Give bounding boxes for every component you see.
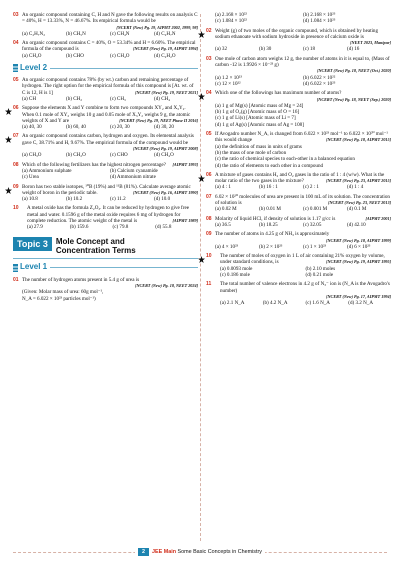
question-number: 11 [206,281,212,288]
question-text: The number of hydrogen atoms present in 5.4 g of urea is [22,276,140,283]
option-d: (d) 55.8 [155,224,172,231]
option-b: (b) CH₂ [66,95,83,102]
question-number: 05 [13,77,19,84]
question-number: 04 [206,90,212,97]
option-b: (b) 10.2 [66,196,83,203]
option-b: (b) CH₅N [66,30,86,37]
option-d: (d) C₂H₂O [154,52,176,59]
question-text: An organic compound contains 78% (by wt.) carbon and remaining percentage of hydrogen. The right option for the empirical formula of this compound is [At. wt. of C is 12, H is 1] [22,77,194,96]
question-06 [206,172,391,191]
question-number: 07 [206,193,212,200]
question-text: An organic compound contains carbon, hydrogen and oxygen. Its elemental analysis gave C, 38.71% and H, 9.67%. The empirical formula of the compound would be [22,133,194,146]
option-c: (c) CH₃ [110,95,126,102]
question-06 [13,105,198,130]
option-b: (b) the mass of one mole of carbon [215,149,287,156]
option-d: (d) 30, 20 [154,124,174,131]
star-icon [5,108,12,115]
question-source: [NCERT (New) Pg. 23, NEET 2013] [328,200,391,206]
level-title: Level 1 [20,262,48,272]
question-text: If Avogadro number N_A, is changed from 6.022 × 10²³ mol⁻¹ to 6.022 × 10²⁰ mol⁻¹ this would change [215,131,388,144]
question-text: Molarity of liquid HCl, if density of solution is 1.17 g/cc is [215,215,336,222]
topic-header [13,237,198,256]
question-number: 03 [13,12,19,18]
question-09 [13,184,198,203]
question-03 [206,56,391,87]
question-number: 09 [206,231,212,238]
option-d: (d) 16 [347,46,360,53]
level-1-header [13,263,198,273]
header-rule [50,68,198,69]
option-a: (a) CH₂O [22,52,42,59]
option-b: (b) 16 : 1 [259,184,278,191]
option-a: (a) 0.02 M [215,206,237,213]
option-d: (d) 1.084 × 10²³ [303,18,336,25]
question-source: [NCERT (New) Pg. 19, AIPMT 1995] [326,259,391,265]
footer-title: Some Basic Concepts in Chemistry [177,549,262,555]
header-rule [50,267,198,268]
option-d: (d) 10.0 [154,196,171,203]
option-a: (a) 1 g of Mg(s) [Atomic mass of Mg = 24] [215,102,304,109]
option-b: (b) 18.25 [259,221,278,228]
question-source: [NCERT (New) Pg. 18, AIPMT 1999] [326,237,391,243]
question-text: An organic compound containing C, H and N gave the following results on analysis C = 40%, H = 13.33%, N = 46.67%. Its empirical formula would be [22,12,198,25]
option-b: (b) 1 g of O₂(g) [Atomic mass of O = 16] [215,109,300,116]
question-number: 03 [206,55,212,62]
option-c: (c) 2 : 1 [303,184,319,191]
question-source: [AIPMT 1993] [172,161,198,167]
level-icon [13,264,18,272]
option-a: (a) CH [22,95,37,102]
question-02 [206,28,391,53]
given-line-1: (Given: Molar mass of urea: 60g mol⁻¹, [22,289,104,296]
option-b: (b) CHO [66,52,84,59]
question-number: 06 [206,171,212,178]
option-c: (c) 0.001 M [303,206,328,213]
question-05 [13,77,198,102]
right-column [206,12,391,309]
star-icon [198,93,205,100]
question-08 [13,162,198,181]
question-text: One mole of carbon atom weighs 12 g, the number of atoms in it is equal to, (Mass of carbon -12 is 1.9926 × 10⁻²³ g) [215,55,390,69]
question-text: Which one of the followings has maximum number of atoms? [215,90,342,97]
question-number: 01 [13,276,19,283]
left-column [13,12,198,305]
option-b: (b) 4.2 N_A [262,300,288,307]
question-number: 02 [206,27,212,34]
option-d: (d) 3.2 N_A [348,300,374,307]
option-c: (c) 20, 30 [110,124,130,131]
option-b: (b) 2.168 × 10²³ [303,12,336,18]
option-d: (d) 1 : 4 [347,184,364,191]
option-d: (d) 6.022 × 10²³ [303,80,336,87]
question-03 [13,12,198,37]
question-10 [206,253,391,278]
question-text: The total number of valence electrons in 4.2 g of N₃⁻ ion is (N_A is the Avogadro's number) [220,281,390,294]
question-source: [NCERT (New) Pg. 19, AIPMT 2002, 1999, 98] [116,24,198,30]
question-text: Suppose the elements X and Y combine to form two compounds XY₂ and X₃Y₂. When 0.1 mole of XY₂ weighs 10 g and 0.05 mole of X₃Y₂ weighs 9 g, the atomic weights of X and Y are [22,105,191,124]
option-a: (a) Ammonium sulphate [22,167,72,174]
option-c: (c) 0.186 mole [220,271,250,278]
option-a: (a) 2.1 N_A [220,300,245,307]
option-d: (d) 42.10 [347,221,366,228]
option-b: (b) CH₂O [66,152,86,159]
question-source: [NCERT (New) Pg. 18, NEET (Sep.) 2020] [316,96,391,102]
star-icon [198,256,205,263]
question-number: 09 [13,183,19,190]
question-source: [NCERT (New) Pg. 19, NEET Phase II 2016] [119,117,198,123]
option-c: (c) the ratio of chemical species to each-other in a balanced equation [215,156,355,163]
question-number: 08 [206,215,212,222]
question-number: 07 [13,133,19,140]
given-line-2: N_A = 6.022 × 10²³ particles mol⁻¹) [22,295,96,302]
option-d: (d) 1 g of Ag(s) [Atomic mass of Ag = 108] [215,121,304,128]
option-b: (b) 30 [259,46,272,53]
star-icon [198,175,205,182]
question-07 [13,133,198,158]
option-c: (c) CHO [110,152,128,159]
option-d: (d) 0.1 M [347,206,367,213]
question-source: [NCERT (New) Pg. 16, AIPMT 1990] [133,189,198,195]
question-08 [206,216,391,229]
question-text: Boron has two stable isotopes, ¹⁰B (19%) and ¹¹B (81%). Calculate average atomic weight of boron in the periodic table. [22,183,191,196]
option-a: (a) CH₃O [22,152,42,159]
question-source: [NCERT (New) Pg. 18, AIPMT 2015] [326,137,391,143]
option-c: (c) CH₄O [110,52,130,59]
option-c: (c) CH₄N [110,30,130,37]
star-icon [5,136,12,143]
question-source: [NCERT (New) Pg. 18, NEET 2024] [135,282,198,288]
option-a: (a) 4 × 10²³ [215,243,239,250]
level-2-header [13,63,198,73]
option-c: (c) 12 × 10²² [215,80,241,87]
question-text: An organic compound contains C = 40%, O = 53.34% and H = 6.60%. The empirical formula of the compound is [22,40,196,53]
option-b: (b) 2.10 moles [305,265,336,272]
question-number: 08 [13,161,19,168]
option-b: (b) 0.01 M [259,206,281,213]
option-d: (d) 0.21 mole [305,271,334,278]
option-a: (a) 4 : 1 [215,184,231,191]
question-10 [13,205,198,230]
option-c: (c) 1 g of Li(s) [Atomic mass of Li = 7] [215,115,296,122]
option-c: (c) 1.6 N_A [305,300,330,307]
level-icon [13,64,18,72]
option-a: (a) the definition of mass in units of grams [215,143,302,150]
page-number: 2 [138,548,149,556]
option-a: (a) 36.5 [215,221,231,228]
question-source: [NCERT (New) Pg. 19, AIPMT 1994] [133,46,198,52]
option-c: (c) 1.084 × 10²² [215,18,247,25]
question-05 [206,131,391,169]
question-text: A metal oxide has the formula Z₂O₃. It can be reduced by hydrogen to give free metal and water. 0.1596 g of the metal oxide requires 6 mg of hydrogen for complete reduction. The atomic weight of the metal is [27,205,189,225]
option-d: (d) CH₄O [154,152,174,159]
question-number: 05 [206,131,212,138]
question-number: 06 [13,105,19,112]
footer-brand: JEE Main [152,549,176,555]
question-text: The number of atoms in 4.25 g of NH₃ is approximately [215,231,330,238]
question-01 [13,277,198,302]
star-icon [198,31,205,38]
question-source: [NEET 2023, Manipur] [350,40,391,46]
question-text: 6.02 × 10²⁰ molecules of urea are present in 100 mL of its solution. The concentration of solution is [215,193,390,207]
question-source: [NCERT (New) Pg. 18, NEET (Oct.) 2020] [317,68,391,74]
question-04 [206,90,391,128]
topic-rule [13,258,198,259]
option-b: (b) 60, 40 [66,124,86,131]
question-09 [206,231,391,250]
option-c: (c) 11.2 [110,196,126,203]
page-footer [0,548,400,558]
option-c: (c) 32.05 [303,221,322,228]
question-source: [NCERT (New) Pg. 19, AIPMT 2008] [133,146,198,152]
question-source: [NCERT (New) Pg. 17, AIPMT 1994] [326,293,391,299]
option-a: (a) 40, 30 [22,124,42,131]
topic-tag: Topic 3 [13,237,52,251]
question-source: [AIPMT 1989] [172,218,198,224]
question-number: 10 [206,253,212,260]
question-number: 10 [13,205,19,212]
option-d: (d) the ratio of elements to each other in a compound [215,162,324,169]
option-a: (a) 1.2 × 10²³ [215,74,242,81]
question-text: Which of the following fertilizers has the highest nitrogen percentage? [22,161,166,168]
question-number: 04 [13,40,19,47]
question-source: [NCERT (New) Pg. 19, NEET 2021] [135,89,198,95]
question-text: Weight (g) of two moles of the organic compound, which is obtained by heating sodium ethanoate with sodium hydroxide in presence of calcium oxide is [215,27,379,40]
option-d: (d) C₂H₇N [154,30,176,37]
topic-title: Mole Concept and Concentration Terms [55,236,136,256]
option-a: (a) 0.0093 mole [220,265,253,272]
question-source: [AIPMT 2001] [365,215,391,221]
option-b: (b) 159.6 [69,224,89,231]
option-a: (a) 27.9 [27,224,43,231]
footer-label [135,549,265,555]
question-text: The number of moles of oxygen in 1 L of air containing 21% oxygen by volume, under standard conditions, is [220,253,385,266]
question-07 [206,194,391,213]
option-b: (b) Calcium cyanamide [110,167,158,174]
option-d: (d) CH₄ [154,95,171,102]
level-title: Level 2 [20,62,48,72]
option-a: (a) 10.8 [22,196,38,203]
option-b: (b) 2 × 10²³ [259,243,283,250]
option-c: (c) 18 [303,46,316,53]
option-a: (a) 32 [215,46,228,53]
question-01-options [206,12,391,25]
option-b: (b) 6.022 × 10²² [303,74,336,81]
question-text: A mixture of gases contains H₂ and O₂ gases in the ratio of 1 : 4 (w/w). What is the molar ratio of the two gases in the mixture? [215,171,385,185]
option-a: (a) 2.168 × 10²² [215,12,247,18]
question-source: [NCERT (New) Pg. 23, AIPMT 2015] [326,178,391,184]
option-d: (d) 6 × 10²³ [347,243,371,250]
question-11 [206,281,391,306]
star-icon [5,187,12,194]
question-04 [13,40,198,59]
option-c: (c) 1 × 10²³ [303,243,327,250]
option-c: (c) Urea [22,174,39,181]
option-a: (a) C₂H₇N₂ [22,30,46,37]
option-d: (d) Ammonium nitrate [110,174,156,181]
option-c: (c) 79.8 [112,224,129,231]
